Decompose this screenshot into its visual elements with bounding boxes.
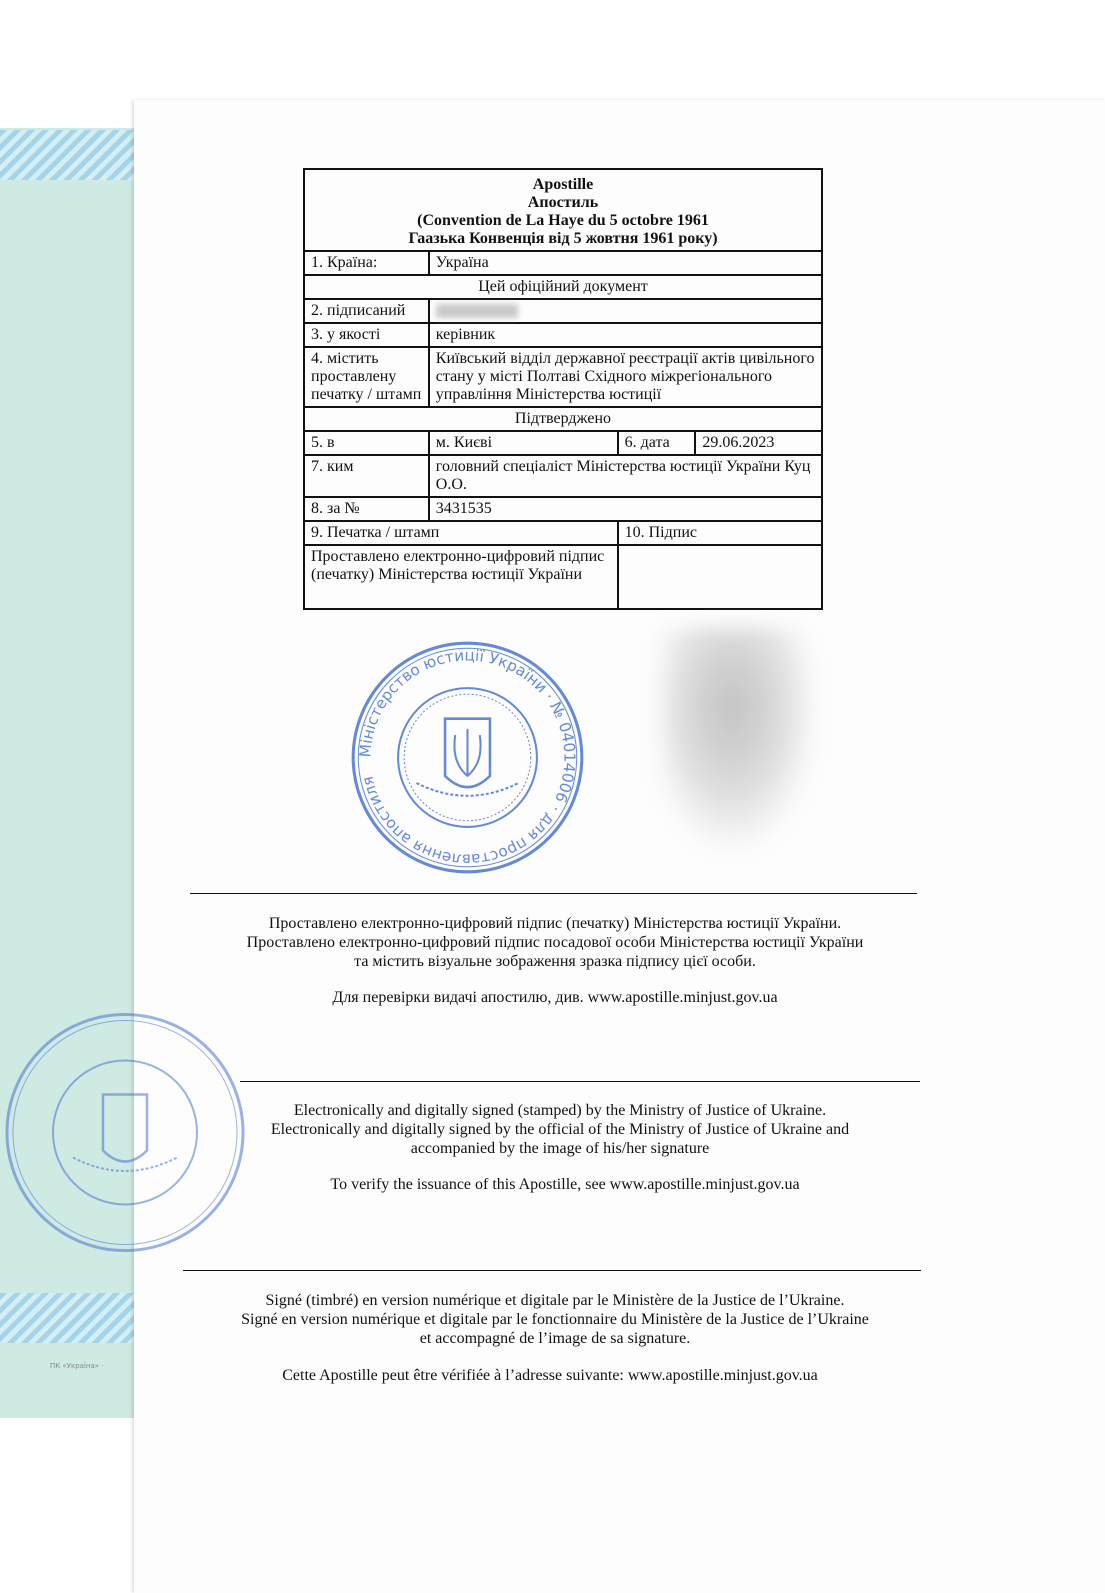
edge-note: ПК «Україна» · (50, 1362, 104, 1370)
seal-of-label: 4. містить проставлену печатку / штамп (304, 347, 429, 407)
footer-uk-line2: Проставлено електронно-цифровий підпис посадової особи Міністерства юстиції України (246, 934, 864, 951)
footer-uk (160, 914, 950, 971)
row-seal-signature-labels (304, 521, 822, 545)
section-this-document (304, 275, 822, 299)
section-certified-label: Підтверджено (304, 407, 822, 431)
footer-en-line3: accompanied by the image of his/her signature (410, 1140, 710, 1157)
footer-uk-line1: Проставлено електронно-цифровий підпис (печатку) Міністерства юстиції України. (268, 915, 842, 932)
divider-uk (190, 893, 917, 894)
row-by-whom (304, 455, 822, 497)
signed-by-value (429, 299, 822, 323)
signed-by-label: 2. підписаний (304, 299, 429, 323)
row-country (304, 251, 822, 275)
footer-en-line2: Electronically and digitally signed by the official of the Ministry of Justice of Ukraine and (270, 1121, 850, 1138)
row-place-date (304, 431, 822, 455)
row-number (304, 497, 822, 521)
footer-en-line1: Electronically and digitally signed (stamped) by the Ministry of Justice of Ukraine. (293, 1102, 827, 1119)
signature-value (618, 545, 822, 609)
country-value: Україна (429, 251, 822, 275)
footer-en (165, 1101, 955, 1158)
number-value: 3431535 (429, 497, 822, 521)
convention-uk: Гаазька Конвенція від 5 жовтня 1961 року) (408, 230, 718, 247)
footer-uk-line3: та містить візуальне зображення зразка підпису цієї особи. (354, 953, 756, 970)
signature-label: 10. Підпис (618, 521, 822, 545)
convention-fr: (Convention de La Haye du 5 octobre 1961 (417, 212, 709, 229)
country-label: 1. Країна: (304, 251, 429, 275)
divider-fr (183, 1270, 921, 1271)
by-whom-value: головний спеціаліст Міністерства юстиції України Куц О.О. (429, 455, 822, 497)
footer-uk-verify: Для перевірки видачі апостилю, див. www.apostille.minjust.gov.ua (332, 989, 778, 1006)
certificate-ornament-top (0, 130, 138, 180)
place-label: 5. в (304, 431, 429, 455)
place-value: м. Києві (429, 431, 618, 455)
footer-fr (155, 1291, 955, 1348)
seal-of-value: Київський відділ державної реєстрації актів цивільного стану у місті Полтаві Східного міжрегіонального управління Міністерства юстиції (429, 347, 822, 407)
row-seal-of (304, 347, 822, 407)
section-certified (304, 407, 822, 431)
seal-stamp-value: Проставлено електронно-цифровий підпис (печатку) Міністерства юстиції України (304, 545, 618, 609)
title-uk: Апостиль (527, 194, 599, 211)
row-signed-by (304, 299, 822, 323)
capacity-label: 3. у якості (304, 323, 429, 347)
date-value: 29.06.2023 (695, 431, 822, 455)
footer-fr-line2: Signé en version numérique et digitale par le fonctionnaire du Ministère de la Justice de l’Ukraine (241, 1311, 869, 1328)
section-this-document-label: Цей офіційний документ (304, 275, 822, 299)
redacted-signature (660, 628, 820, 856)
apostille-table (303, 168, 823, 610)
footer-fr-line1: Signé (timbré) en version numérique et digitale par le Ministère de la Justice de l’Ukraine. (265, 1292, 845, 1309)
divider-en (240, 1081, 920, 1082)
underlying-certificate-edge (0, 128, 139, 1418)
certificate-ornament-bottom (0, 1293, 138, 1343)
apostille-header (304, 169, 822, 251)
row-seal-signature-values (304, 545, 822, 609)
seal-text: Міністерство юстиції України · № 04014006 · для проставлення апостиля (356, 646, 579, 869)
seal-stamp-label: 9. Печатка / штамп (304, 521, 618, 545)
row-capacity (304, 323, 822, 347)
footer-en-verify: To verify the issuance of this Apostille, see www.apostille.minjust.gov.ua (330, 1176, 800, 1193)
date-label: 6. дата (618, 431, 696, 455)
capacity-value: керівник (429, 323, 822, 347)
by-whom-label: 7. ким (304, 455, 429, 497)
footer-fr-line3: et accompagné de l’image de sa signature. (419, 1330, 691, 1347)
redacted-name (436, 304, 518, 318)
footer-fr-verify: Cette Apostille peut être vérifiée à l’adresse suivante: www.apostille.minjust.gov.ua (282, 1367, 818, 1384)
title-en: Apostille (532, 176, 594, 193)
number-label: 8. за № (304, 497, 429, 521)
